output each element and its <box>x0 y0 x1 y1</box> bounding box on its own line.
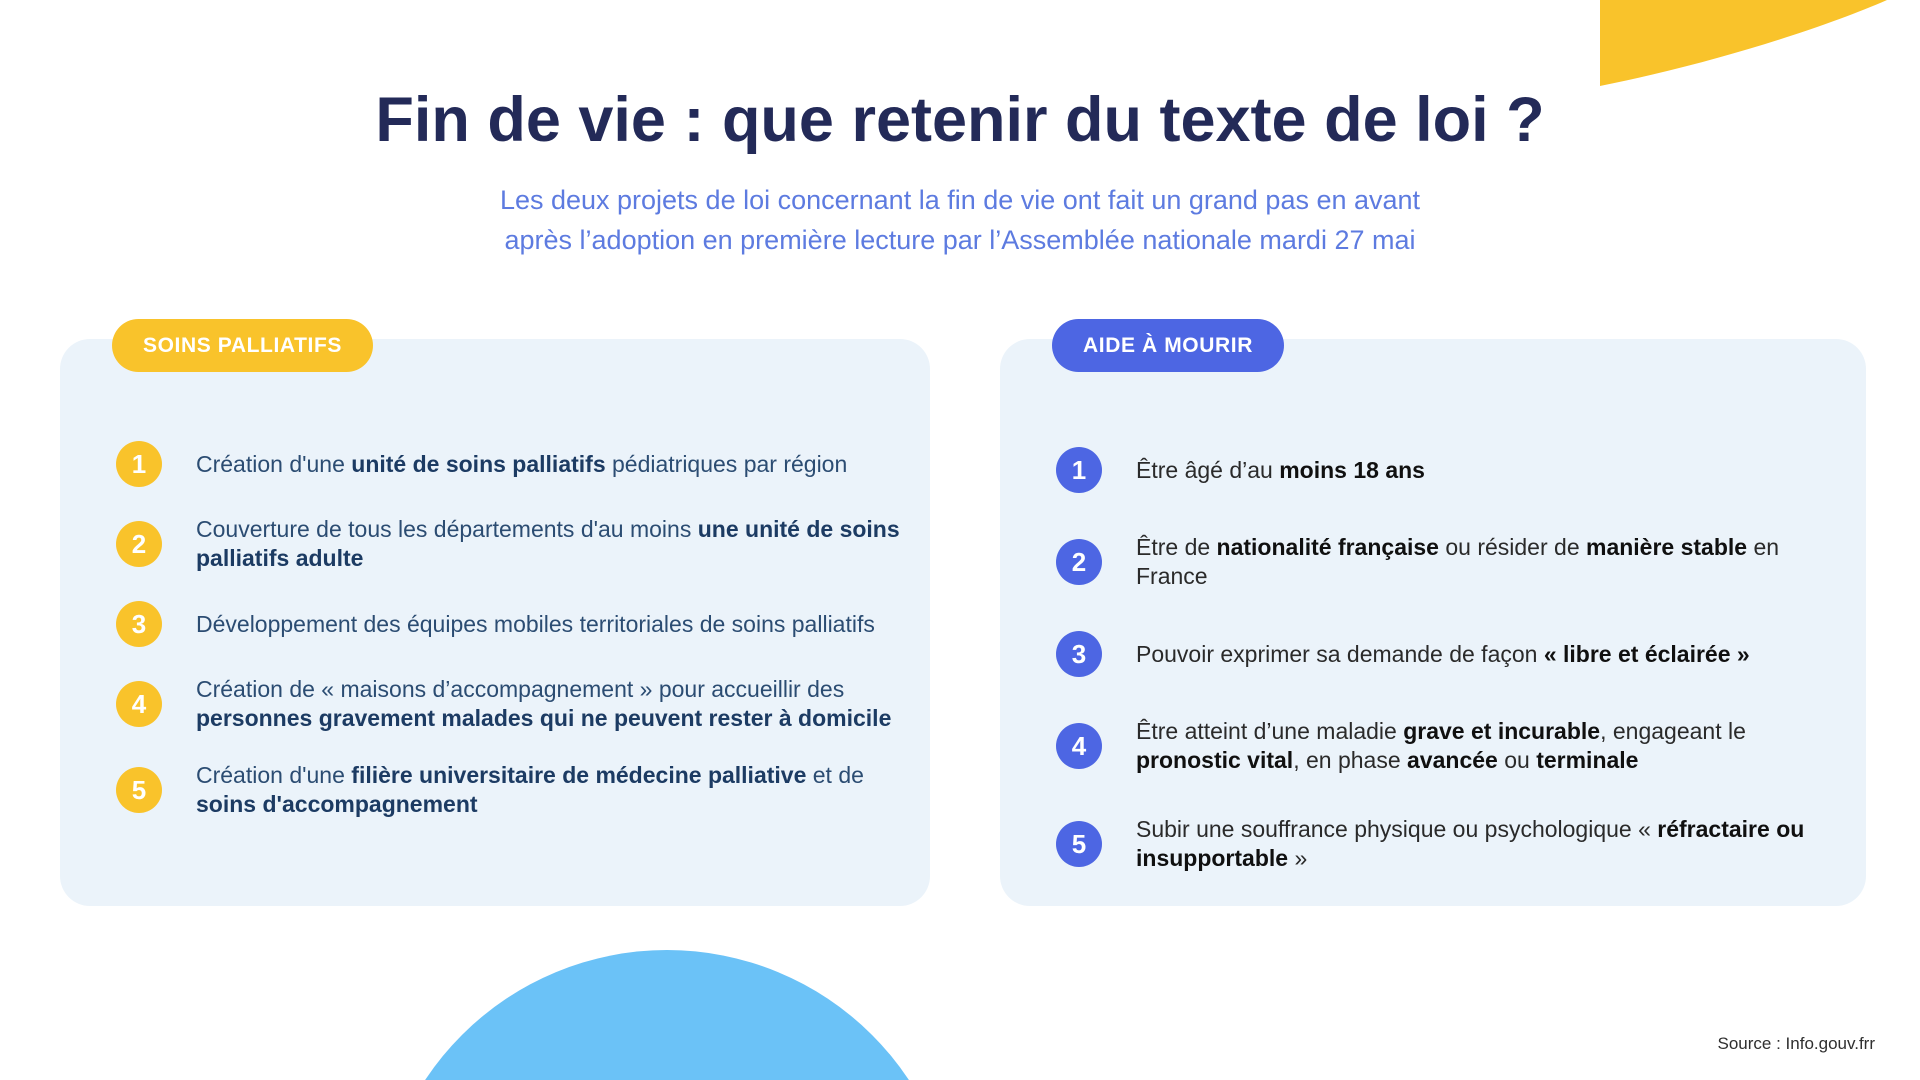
item-text: Couverture de tous les départements d'au moins une unité de soins palliatifs adulte <box>196 516 900 571</box>
list-item <box>116 601 912 647</box>
item-number-badge: 3 <box>1056 631 1102 677</box>
item-number-badge: 5 <box>116 767 162 813</box>
item-text: Pouvoir exprimer sa demande de façon « libre et éclairée » <box>1136 640 1750 667</box>
item-number-badge: 2 <box>1056 539 1102 585</box>
item-text: Création d'une unité de soins palliatifs pédiatriques par région <box>196 450 848 477</box>
item-text: Être âgé d’au moins 18 ans <box>1136 456 1425 483</box>
subtitle-line-2: après l’adoption en première lecture par l’Assemblée nationale mardi 27 mai <box>504 225 1416 255</box>
aide-a-mourir-list <box>1056 447 1848 873</box>
item-text: Subir une souffrance physique ou psychologique « réfractaire ou insupportable » <box>1136 816 1805 871</box>
subtitle-line-1: Les deux projets de loi concernant la fin de vie ont fait un grand pas en avant <box>499 185 1421 215</box>
list-item <box>1056 533 1848 591</box>
item-number-badge: 4 <box>116 681 162 727</box>
aide-a-mourir-panel <box>1000 333 1866 906</box>
list-item <box>116 515 912 573</box>
item-text: Création de « maisons d’accompagnement » pour accueillir des personnes gravement malades qui ne peuvent rester à domicile <box>196 676 892 731</box>
list-item <box>1056 717 1848 775</box>
blue-circle-shape <box>377 950 957 1080</box>
item-number-badge: 1 <box>1056 447 1102 493</box>
soins-palliatifs-badge: SOINS PALLIATIFS <box>112 319 373 372</box>
item-number-badge: 2 <box>116 521 162 567</box>
source-text: Source : Info.gouv.frr <box>1717 1034 1875 1053</box>
item-number-badge: 1 <box>116 441 162 487</box>
item-number-badge: 4 <box>1056 723 1102 769</box>
soins-palliatifs-list <box>116 441 912 819</box>
item-text: Être de nationalité française ou résider de manière stable en France <box>1136 534 1780 589</box>
item-number-badge: 3 <box>116 601 162 647</box>
item-number-badge: 5 <box>1056 821 1102 867</box>
list-item <box>1056 447 1848 493</box>
item-text: Être atteint d’une maladie grave et incurable, engageant le pronostic vital, en phase avancée ou terminale <box>1136 718 1746 773</box>
yellow-corner-shape <box>1600 0 1890 87</box>
list-item <box>1056 631 1848 677</box>
item-text: Développement des équipes mobiles territoriales de soins palliatifs <box>196 610 875 637</box>
item-text: Création d'une filière universitaire de médecine palliative et de soins d'accompagnement <box>196 762 864 817</box>
page-subtitle <box>0 180 1920 260</box>
soins-palliatifs-panel <box>60 333 930 906</box>
list-item <box>116 441 912 487</box>
list-item <box>116 761 912 819</box>
aide-a-mourir-badge: AIDE À MOURIR <box>1052 319 1284 372</box>
page-title: Fin de vie : que retenir du texte de loi ? <box>375 85 1545 155</box>
list-item <box>116 675 912 733</box>
list-item <box>1056 815 1848 873</box>
